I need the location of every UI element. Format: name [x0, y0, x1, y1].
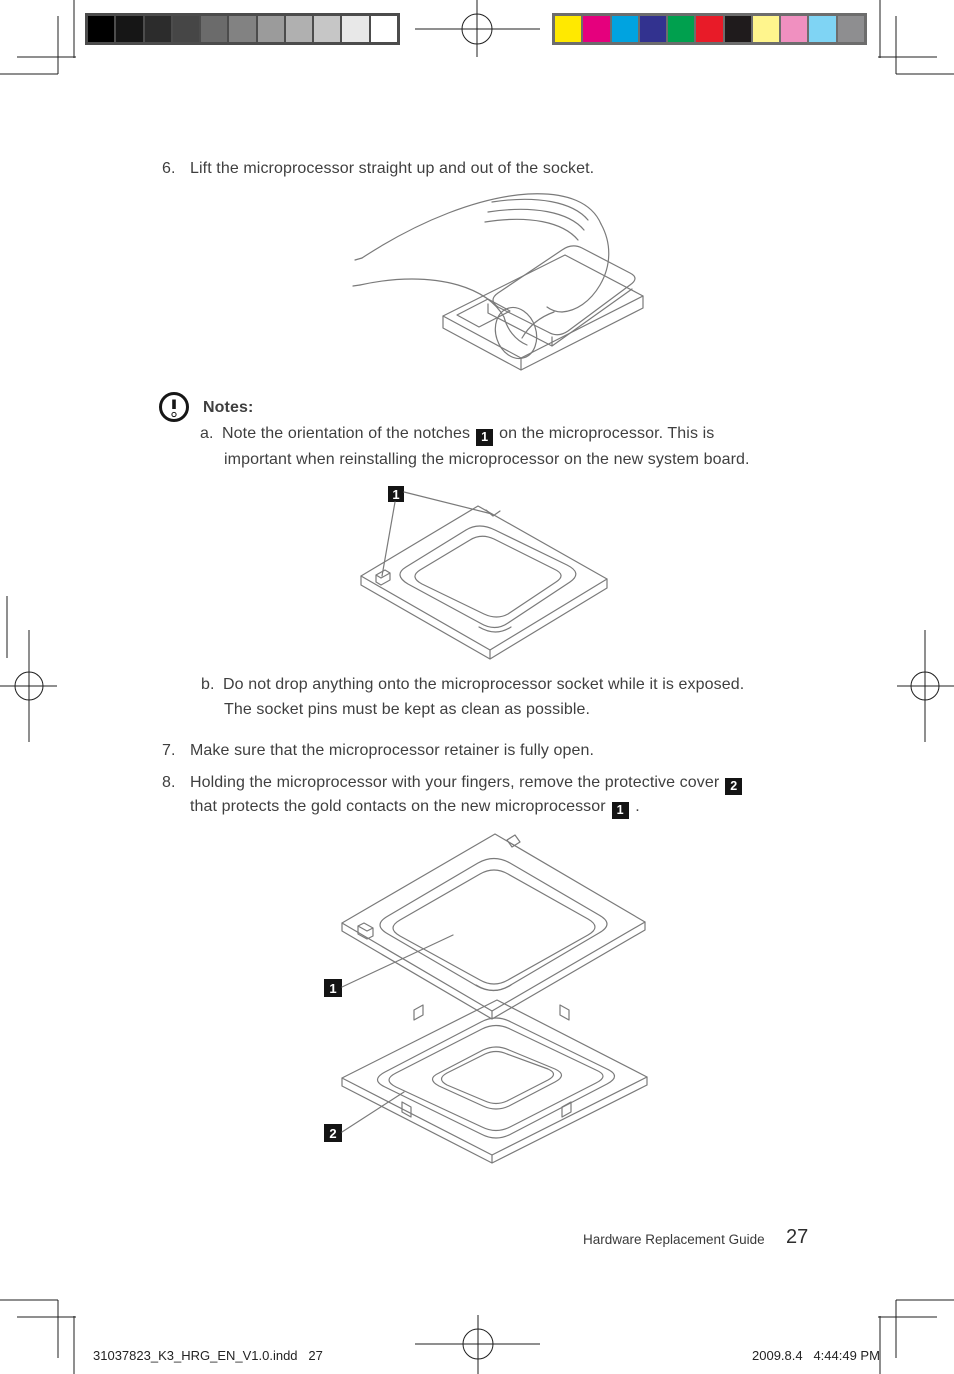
crop-mark-top-left [0, 0, 76, 74]
note-letter: b. [201, 676, 215, 693]
step-text: Make sure that the microprocessor retainer is fully open. [190, 742, 595, 759]
calibration-swatch [342, 16, 368, 42]
step-number: 8. [162, 774, 176, 791]
calibration-swatch [286, 16, 312, 42]
cpu-notches-illustration [355, 480, 645, 665]
notes-heading: Notes: [203, 399, 254, 416]
step-text: Lift the microprocessor straight up and out of the socket. [190, 160, 595, 177]
cover-tab [562, 1102, 571, 1117]
note-b-line-1: b. Do not drop anything onto the microprocessor socket while it is exposed. [201, 676, 745, 693]
calibration-swatch [668, 16, 694, 42]
footer-guide-title: Hardware Replacement Guide [583, 1232, 765, 1247]
step-6-item [162, 160, 594, 178]
registration-target-bottom-center [415, 1315, 540, 1374]
calibration-swatch [612, 16, 638, 42]
color-calibration-bar [552, 13, 867, 45]
page-number: 27 [786, 1226, 809, 1248]
cover-tab [414, 1005, 423, 1020]
step-8-line-1: 8. Holding the microprocessor with your fingers, remove the protective cover 2 [162, 774, 744, 795]
svg-text:2: 2 [329, 1126, 337, 1141]
svg-text:1: 1 [329, 981, 337, 996]
registration-target-top-center [415, 0, 540, 57]
leader-line [382, 492, 492, 576]
step-number: 6. [162, 160, 176, 177]
calibration-swatch [640, 16, 666, 42]
leader-line [342, 1092, 404, 1132]
calibration-swatch [583, 16, 609, 42]
step-8-line-2: that protects the gold contacts on the new microprocessor 1 . [190, 798, 640, 817]
calibration-swatch [725, 16, 751, 42]
calibration-swatch [371, 16, 397, 42]
calibration-swatch [88, 16, 114, 42]
callout-2-label [324, 1124, 342, 1142]
callout-2-marker: 2 [725, 778, 742, 795]
callout-1-label [388, 486, 404, 502]
hand-drawing [353, 194, 609, 364]
registration-target-right-middle [897, 630, 954, 742]
crop-mark-bottom-left [0, 1300, 76, 1374]
note-a-line-2: important when reinstalling the microprocessor on the new system board. [224, 451, 750, 468]
note-b-line-2: The socket pins must be kept as clean as possible. [224, 701, 591, 718]
calibration-swatch [116, 16, 142, 42]
callout-1-marker: 1 [476, 429, 493, 446]
step-number: 7. [162, 742, 176, 759]
calibration-swatch [781, 16, 807, 42]
calibration-swatch [145, 16, 171, 42]
calibration-swatch [201, 16, 227, 42]
calibration-swatch [229, 16, 255, 42]
calibration-swatch [809, 16, 835, 42]
crop-mark-top-right [878, 0, 954, 74]
registration-target-left-middle [0, 596, 57, 742]
calibration-swatch [555, 16, 581, 42]
step-7-item [162, 742, 594, 760]
calibration-swatch [173, 16, 199, 42]
callout-1-label [324, 979, 342, 997]
cpu-top [342, 834, 645, 1019]
print-filename: 31037823_K3_HRG_EN_V1.0.indd 27 [93, 1348, 323, 1363]
svg-text:1: 1 [392, 487, 400, 502]
cpu-cover-exploded-illustration [310, 830, 670, 1180]
alert-circle-icon [155, 388, 193, 426]
protective-cover [342, 1000, 647, 1163]
calibration-swatch [314, 16, 340, 42]
grayscale-calibration-bar [85, 13, 400, 45]
callout-1-marker: 1 [612, 802, 629, 819]
calibration-swatch [838, 16, 864, 42]
cpu-body [361, 506, 607, 659]
calibration-swatch [753, 16, 779, 42]
socket-drawing [443, 255, 643, 370]
cover-tab [560, 1005, 569, 1020]
crop-mark-bottom-right [878, 1300, 954, 1374]
calibration-swatch [258, 16, 284, 42]
calibration-swatch [696, 16, 722, 42]
leader-line [342, 935, 453, 987]
note-letter: a. [200, 425, 214, 442]
hand-lifting-cpu-illustration [340, 186, 660, 378]
note-a-line-1: a. Note the orientation of the notches 1 on the microprocessor. This is [200, 425, 715, 444]
print-timestamp: 2009.8.4 4:44:49 PM [752, 1348, 880, 1363]
